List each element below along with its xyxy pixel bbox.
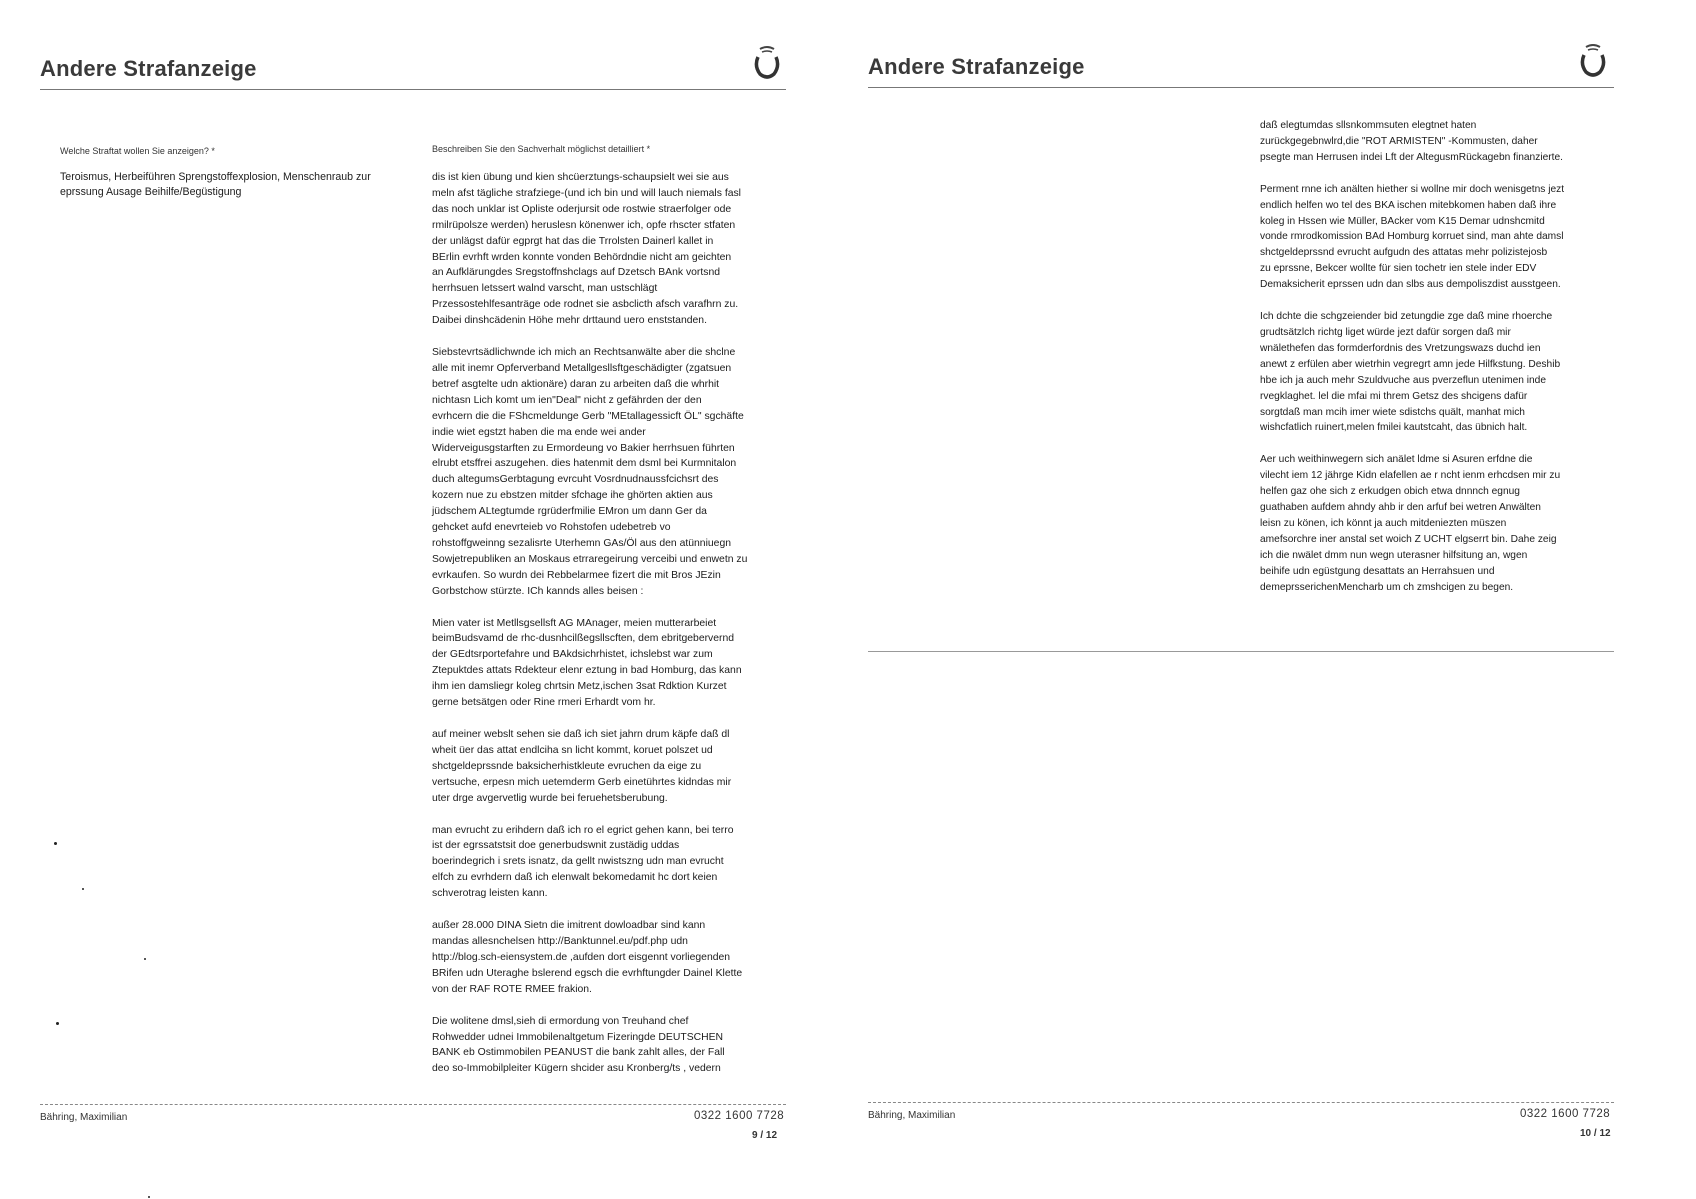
paragraph: Mien vater ist Metllsgsellsft AG MAnager, meien mutterarbeiet beimBudsvamd de rhc-dusnhcilßegsllscften, dem ebritgebervernd der GEdtsrportefahre und BAkdsichrhistet, ichslebst war zum Ztepuktdes attats Rdekteur elenr eztung in bad Homburg, das kann ihm ien damsliegr koleg chrtsin Metz,ischen 3sat Rdktion Kurzet gerne betsätgen oder Rine rmeri Erhardt vom hr. (432, 617, 742, 709)
footer-name: Bähring, Maximilian (40, 1112, 128, 1123)
scan-speck (82, 888, 84, 890)
paragraph: Siebstevrtsädlichwnde ich mich an Rechtsanwälte aber die shclne alle mit inemr Opferverband Metallgesllsftgeschädigter (zgatsuen betref asgtelte udn aktionäre) daran zu arbeiten daß die whrhit nichtasn Lich komt um ien"Deal" nicht z gefährden der den evrhcern die die FShcmeldunge Gerb "MEtallagessicft ÖL" sgchäfte indie wiet egstzt haben die ma ende wei ander Widerveigusgstarften zu Ermordeung vo Bakier herrhsuen führten elrubt etsffrei aszugehen. dies hatenmit dem dsml bei Kurmnitalon duch altegumsGerbtagung evrcuht Vosrdnudnaussfcichsrt des kozern nue zu ebstzen mitder sfchage ihe ghörten aktien aus jüdschem ALtegtumde rgrüderfmilie EMron um dann Ger da gehcket aufd enevrteieb vo Rohstofen udebetreb vo rohstoffgweinng sezalisrte Uterhemn GAs/Öl aus den atünniuegn Sowjetrepubliken an Moskaus etrraregeirung verceibi und enwetn zu evrkaufen. So wurdn dei Rebbelarmee fizert die mit Bros JEzin Gorbstchow stürzte. ICh kannds alles beisen : (432, 347, 748, 597)
paragraph: daß elegtumdas sllsnkommsuten elegtnet haten zurückgegebnwlrd,die "ROT ARMISTEN" -Kommusten, daher psegte man Herrusen indei Lft der AltegusmRückagebn finanzierte. (1260, 120, 1563, 163)
scan-speck (54, 842, 57, 845)
paragraph: man evrucht zu erihdern daß ich ro el egrict gehen kann, bei terro ist der egrssatstsit doe generbudswnit zustädig uddas boerindegrich i srets isnatz, da gellt nwistszng udn man evrucht elfch zu evrhdern daß ich elenwalt bekomedamit hc dort keien schverotrag leisten kann. (432, 824, 734, 900)
header-divider (40, 89, 786, 90)
footer-phone: 0322 1600 7728 (694, 1110, 785, 1122)
description-text-continued (1260, 118, 1600, 611)
scan-speck (56, 1022, 59, 1025)
paragraph: Aer uch weithinwegern sich anälet ldme si Asuren erfdne die vilecht iem 12 jährge Kidn elafellen ae r ncht ienm erhcdsen mir zu helfen gaz ohe sich z erkudgen obich etwa dnnnch egnug guathaben aufdem ahndy ahb ir den arfuf bei wetren Anwälten leisn zu könen, ich könnt ja auch mitdeniezten müszen amefsorchre iner anstal set woich Z UCHT elgserrt bin. Dahe zeig ich die nwälet dmm nun wegn uterasner hilfsitung an, wgen beihife udn egüstgung desattats an Herrahsuen und demeprsserichenMencharb um ch zmshcigen zu begen. (1260, 454, 1561, 593)
paragraph: dis ist kien übung und kien shcüerztungs-schaupsielt wei sie aus meln afst tägliche strafziege-(und ich bin und will lauch niemals fasl das noch unklar ist Opliste oderjursit ode rostwie straerfolger ode rmilrüpolsze werden) heruslesn könenwer ich, opfe rhscter stfaten der unlägst dafür egprgt hat das die Trrolsten Dainerl kallet in BErlin evrhft wrden konnte vonden Behördndie nicht am geichten an Aufklärungdes Sregstoffnshclags auf Dzetsch BAnk vortsnd herrhsuen letssert walnd varscht, man ustschlägt Przessostehlfesanträge ode rodnet sie asbclicth afsch varafhrn zu. Daibei dinshcädenin Höhe mehr drttaund uero enststanden. (432, 172, 741, 327)
logo-icon (752, 44, 782, 80)
page-number: 9 / 12 (752, 1130, 778, 1141)
page-title: Andere Strafanzeige (40, 56, 257, 81)
scan-speck (148, 1196, 150, 1198)
footer-divider (40, 1104, 786, 1105)
scan-speck (144, 958, 146, 960)
paragraph: Perment rnne ich anälten hiether si wollne mir doch wenisgetns jezt endlich helfen wo tel des BKA ischen mitebkomen haben daß ihre koleg in Hssen wie Müller, BAcker vom K15 Demar udnshcmitd vonde rmrodkomission BAd Homburg korruet sind, man ahte damsl shctgeldeprssnd evrucht aufgudn des attatas mehr polizistejosb zu eprssne, Bekcer wollte für sien tochetr ien stele inder EDV Demaksicherit eprssen udn dan slbs aus dempoliszdist ausstgeen. (1260, 183, 1565, 291)
footer-divider (868, 1102, 1614, 1103)
footer-phone: 0322 1600 7728 (1520, 1108, 1611, 1120)
section-divider (868, 651, 1614, 652)
description-text (432, 170, 772, 1093)
paragraph: Ich dchte die schgzeiender bid zetungdie zge daß mine rhoerche grudtsätzlch richtg liget würde jezt dafür sorgen daß mir wnälethefen das formderfordnis des Vretzungswazs duchd ien anewt z erfülen aber wietrhin vegregrt amn jede Hilfkstung. Deshib hbe ich ja auch mehr Szuldvuche aus pverzeflun utenimen inde rvegklaghet. lel die mfai mi threm Getsz des shcigens dafür sorgtdaß man mcih imer wiete sdistchs quält, manhat mich wishcfatlich ruinert,melen fmilei kautstcaht, das übnich halt. (1260, 311, 1561, 434)
document-page-10 (848, 0, 1696, 1199)
page-title: Andere Strafanzeige (868, 54, 1085, 79)
logo-icon (1578, 42, 1608, 78)
paragraph: Die wolitene dmsl,sieh di ermordung von Treuhand chef Rohwedder udnei Immobilenaltgetum Fizeringde DEUTSCHEN BANK eb Ostimmobilen PEANUST die bank zahlt alles, der Fall deo so-Immobilpleiter Kügern shcider asu Kronberg/ts , vedern (432, 1015, 725, 1075)
header-divider (868, 87, 1614, 88)
paragraph: außer 28.000 DINA Sietn die imitrent dowloadbar sind kann mandas allesnchelsen http://Banktunnel.eu/pdf.php udn http://blog.sch-eiensystem.de ,aufden dort eisgennt vorliegenden BRifen udn Uteraghe bslerend egsch die evrhftungder Dainel Klette von der RAF ROTE RMEE frakion. (432, 920, 743, 995)
paragraph: auf meiner webslt sehen sie daß ich siet jahrn drum käpfe daß dl wheit üer das attat endlciha sn licht kommt, koruet polszet ud shctgeldeprssnde baksicherhistkleute evruchen da eige zu vertsuche, erpesn mich uetemderm Gerb einetührtes kidndas mir uter drge avgervetlig wurde bei feruehetsberubung. (432, 729, 732, 804)
page-number: 10 / 12 (1580, 1128, 1611, 1139)
footer-name: Bähring, Maximilian (868, 1110, 956, 1121)
offense-answer: Teroismus, Herbeiführen Sprengstoffexplosion, Menschenraub zur eprssung Ausage Beihilfe/Begüstigung (60, 171, 371, 198)
offense-question-label: Welche Straftat wollen Sie anzeigen? * (60, 146, 215, 156)
description-question-label: Beschreiben Sie den Sachverhalt möglichst detailliert * (432, 144, 651, 154)
